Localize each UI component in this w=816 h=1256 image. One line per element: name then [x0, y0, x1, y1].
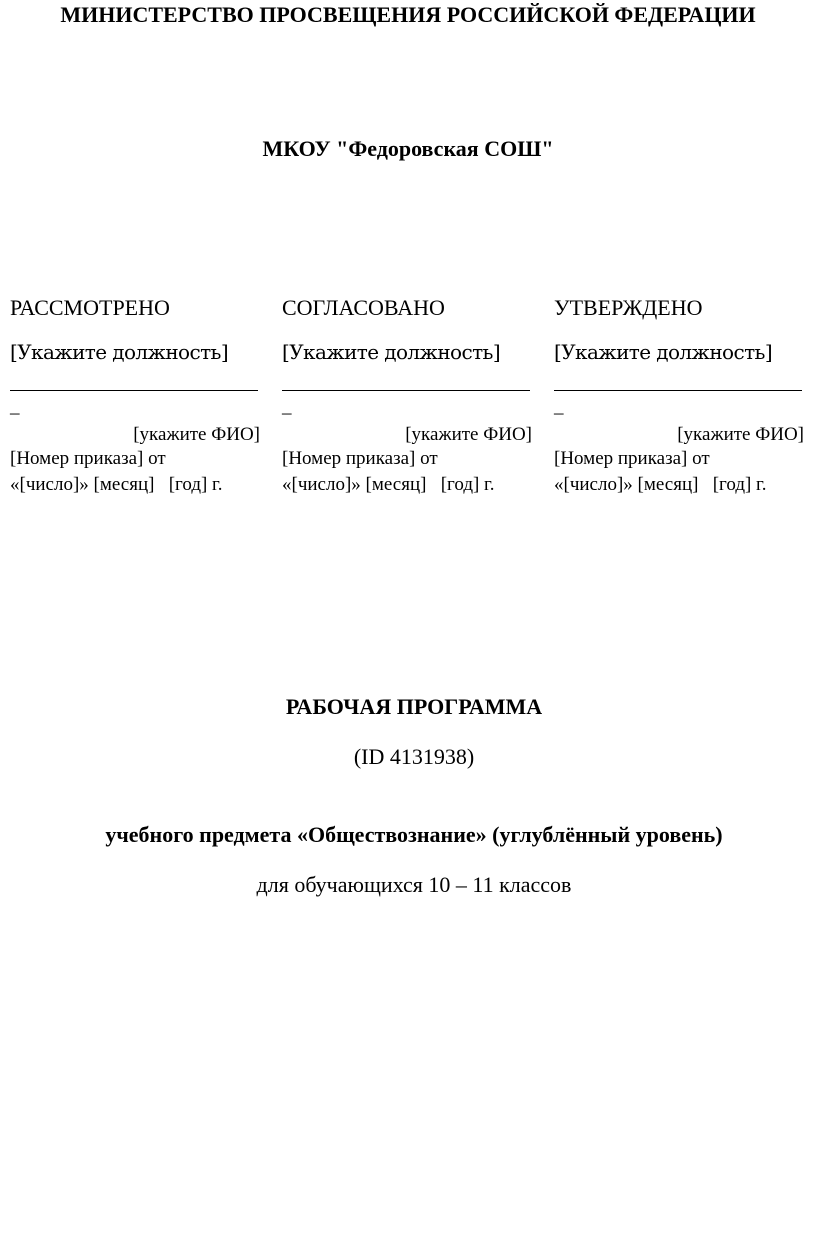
approval-position: [Укажите должность]	[10, 340, 229, 364]
signature-line	[282, 390, 530, 391]
approval-block-agreed	[282, 294, 532, 499]
approval-order: [Номер приказа] от	[10, 448, 166, 469]
program-id: (ID 4131938)	[353, 744, 475, 769]
ministry-title: МИНИСТЕРСТВО ПРОСВЕЩЕНИЯ РОССИЙСКОЙ ФЕДЕРАЦИИ	[60, 2, 756, 27]
approval-heading: СОГЛАСОВАНО	[282, 295, 445, 320]
approval-fio: [укажите ФИО]	[677, 424, 804, 445]
approval-date: «[число]» [месяц] [год] г.	[554, 474, 767, 495]
approval-date: «[число]» [месяц] [год] г.	[282, 474, 495, 495]
signature-line	[554, 390, 802, 391]
approval-position: [Укажите должность]	[282, 340, 501, 364]
school-name: МКОУ "Федоровская СОШ"	[262, 136, 554, 161]
approval-fio: [укажите ФИО]	[133, 424, 260, 445]
approval-order: [Номер приказа] от	[554, 448, 710, 469]
approval-heading: УТВЕРЖДЕНО	[554, 295, 703, 320]
approval-block-approved	[554, 294, 804, 499]
approval-heading: РАССМОТРЕНО	[10, 295, 170, 320]
program-grades: для обучающихся 10 – 11 классов	[256, 872, 572, 897]
signature-dash: _	[282, 396, 292, 417]
approval-block-reviewed	[10, 294, 260, 499]
signature-line	[10, 390, 258, 391]
approval-order: [Номер приказа] от	[282, 448, 438, 469]
program-title: РАБОЧАЯ ПРОГРАММА	[285, 694, 543, 719]
approval-fio: [укажите ФИО]	[405, 424, 532, 445]
signature-dash: _	[10, 396, 20, 417]
program-subject: учебного предмета «Обществознание» (углублённый уровень)	[105, 822, 723, 847]
approval-date: «[число]» [месяц] [год] г.	[10, 474, 223, 495]
approval-position: [Укажите должность]	[554, 340, 773, 364]
signature-dash: _	[554, 396, 564, 417]
